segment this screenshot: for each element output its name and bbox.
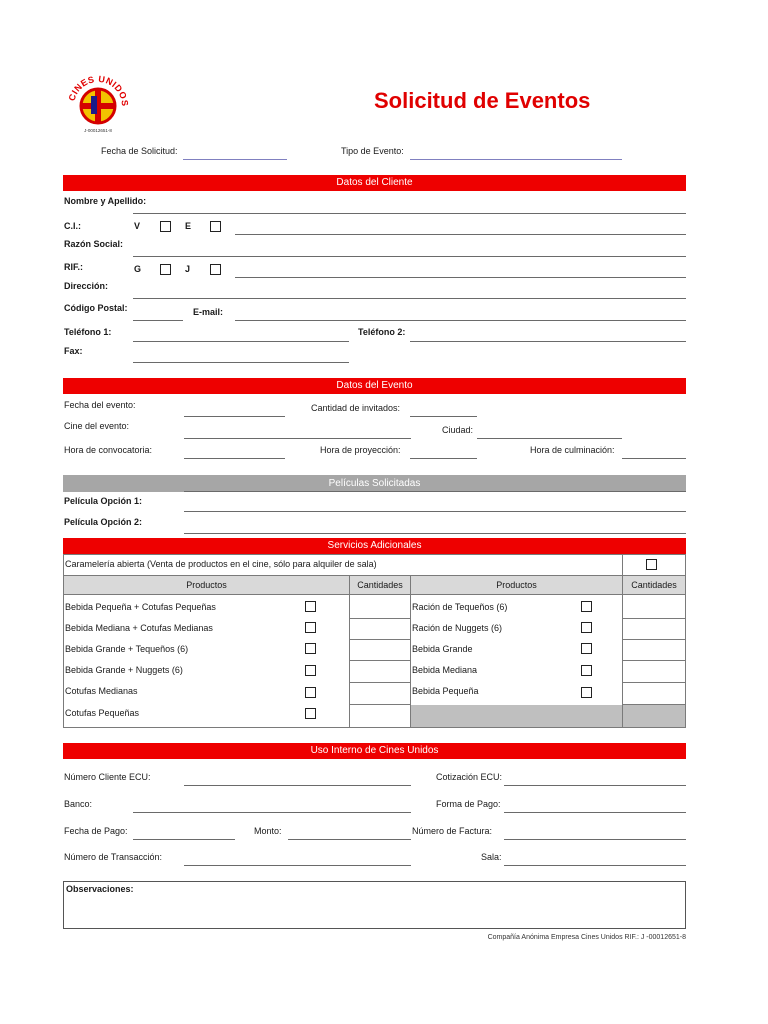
numero-transaccion-field[interactable] [184, 865, 411, 866]
razon-label: Razón Social: [64, 239, 124, 249]
hora-convocatoria-label: Hora de convocatoria: [64, 445, 153, 455]
row-rule [622, 639, 686, 640]
row-rule [349, 704, 410, 705]
col-cantidades-left: Cantidades [350, 576, 410, 594]
col-productos-left: Productos [64, 576, 349, 594]
nombre-field[interactable] [133, 213, 686, 214]
product-right-2: Ración de Nuggets (6) [412, 623, 503, 633]
forma-pago-field[interactable] [504, 812, 686, 813]
section-uso-interno: Uso Interno de Cines Unidos [63, 743, 686, 759]
banco-label: Banco: [64, 799, 93, 809]
rif-field[interactable] [235, 277, 686, 278]
pelicula2-label: Película Opción 2: [64, 517, 143, 527]
forma-pago-label: Forma de Pago: [436, 799, 501, 809]
codigo-postal-field[interactable] [133, 320, 183, 321]
section-peliculas: Películas Solicitadas [63, 475, 686, 492]
tipo-evento-field[interactable] [410, 159, 622, 160]
rif-j-label: J [185, 264, 191, 274]
row-rule [622, 682, 686, 683]
product-left-3-checkbox[interactable] [305, 643, 316, 654]
row-rule [349, 682, 410, 683]
page-title: Solicitud de Eventos [374, 88, 591, 113]
telefono1-field[interactable] [133, 341, 349, 342]
product-left-2-checkbox[interactable] [305, 622, 316, 633]
pelicula1-label: Película Opción 1: [64, 496, 143, 506]
numero-factura-label: Número de Factura: [412, 826, 493, 836]
numero-cliente-label: Número Cliente ECU: [64, 772, 151, 782]
product-left-4-checkbox[interactable] [305, 665, 316, 676]
invitados-label: Cantidad de invitados: [311, 403, 401, 413]
nombre-label: Nombre y Apellido: [64, 196, 147, 206]
ci-e-checkbox[interactable] [210, 221, 221, 232]
numero-transaccion-label: Número de Transacción: [64, 852, 163, 862]
codigo-postal-label: Código Postal: [64, 303, 128, 313]
email-label: E-mail: [193, 307, 224, 317]
section-servicios: Servicios Adicionales [63, 538, 686, 554]
observaciones-box[interactable] [63, 881, 686, 929]
fax-label: Fax: [64, 346, 83, 356]
fecha-solicitud-field[interactable] [183, 159, 287, 160]
cines-unidos-logo [62, 68, 134, 140]
cine-evento-label: Cine del evento: [64, 421, 130, 431]
cine-evento-field[interactable] [184, 438, 411, 439]
monto-label: Monto: [254, 826, 282, 836]
logo-rif: J-00012651-8 [84, 128, 112, 133]
product-right-4-checkbox[interactable] [581, 665, 592, 676]
product-left-5: Cotufas Medianas [65, 686, 138, 696]
sala-field[interactable] [504, 865, 686, 866]
fecha-evento-field[interactable] [184, 416, 285, 417]
email-field[interactable] [235, 320, 686, 321]
telefono2-field[interactable] [410, 341, 686, 342]
empty-cell-fill [411, 705, 622, 727]
invitados-field[interactable] [410, 416, 477, 417]
observaciones-label: Observaciones: [66, 884, 134, 894]
tipo-evento-label: Tipo de Evento: [341, 146, 404, 156]
fecha-pago-field[interactable] [133, 839, 235, 840]
ci-field[interactable] [235, 234, 686, 235]
fax-field[interactable] [133, 362, 349, 363]
product-right-5-checkbox[interactable] [581, 687, 592, 698]
product-right-2-checkbox[interactable] [581, 622, 592, 633]
product-left-3: Bebida Grande + Tequeños (6) [65, 644, 189, 654]
ci-e-label: E [185, 221, 192, 231]
pelicula-top-rule [184, 491, 686, 492]
product-left-5-checkbox[interactable] [305, 687, 316, 698]
pelicula1-field[interactable] [184, 511, 686, 512]
fecha-evento-label: Fecha del evento: [64, 400, 136, 410]
telefono2-label: Teléfono 2: [358, 327, 406, 337]
ci-v-label: V [134, 221, 141, 231]
product-left-6-checkbox[interactable] [305, 708, 316, 719]
ci-label: C.I.: [64, 221, 81, 231]
ciudad-field[interactable] [477, 438, 622, 439]
hora-proyeccion-field[interactable] [410, 458, 477, 459]
telefono1-label: Teléfono 1: [64, 327, 112, 337]
hora-culminacion-label: Hora de culminación: [530, 445, 615, 455]
empty-cell-fill [623, 705, 685, 727]
rif-g-label: G [134, 264, 142, 274]
svg-text:CINES UNIDOS: CINES UNIDOS [66, 73, 131, 107]
razon-field[interactable] [133, 256, 686, 257]
section-datos-cliente: Datos del Cliente [63, 175, 686, 191]
product-right-3-checkbox[interactable] [581, 643, 592, 654]
product-left-1: Bebida Pequeña + Cotufas Pequeñas [65, 602, 216, 612]
hora-culminacion-field[interactable] [622, 458, 686, 459]
product-right-3: Bebida Grande [412, 644, 473, 654]
row-rule [349, 660, 410, 661]
direccion-label: Dirección: [64, 281, 109, 291]
ciudad-label: Ciudad: [442, 425, 474, 435]
caramel-checkbox[interactable] [646, 559, 657, 570]
hora-convocatoria-field[interactable] [184, 458, 285, 459]
rif-label: RIF.: [64, 262, 83, 272]
rif-g-checkbox[interactable] [160, 264, 171, 275]
monto-field[interactable] [288, 839, 411, 840]
table-hline-header-bottom [63, 594, 686, 595]
row-rule [349, 618, 410, 619]
product-right-4: Bebida Mediana [412, 665, 478, 675]
col-productos-right: Productos [411, 576, 622, 594]
product-left-2: Bebida Mediana + Cotufas Medianas [65, 623, 213, 633]
section-datos-evento: Datos del Evento [63, 378, 686, 394]
cotizacion-label: Cotización ECU: [436, 772, 503, 782]
row-rule [622, 618, 686, 619]
product-right-5: Bebida Pequeña [412, 686, 479, 696]
numero-cliente-field[interactable] [184, 785, 411, 786]
cotizacion-field[interactable] [504, 785, 686, 786]
rif-j-checkbox[interactable] [210, 264, 221, 275]
table-vline-1 [349, 575, 350, 728]
fecha-solicitud-label: Fecha de Solicitud: [101, 146, 178, 156]
fecha-pago-label: Fecha de Pago: [64, 826, 128, 836]
hora-proyeccion-label: Hora de proyección: [320, 445, 401, 455]
product-left-4: Bebida Grande + Nuggets (6) [65, 665, 183, 675]
caramel-label: Caramelería abierta (Venta de productos en el cine, sólo para alquiler de sala) [65, 559, 377, 569]
sala-label: Sala: [481, 852, 502, 862]
row-rule [349, 639, 410, 640]
footer-text: Compañía Anónima Empresa Cines Unidos RIF.: J -00012651-8 [487, 934, 686, 941]
product-right-1-checkbox[interactable] [581, 601, 592, 612]
numero-factura-field[interactable] [504, 839, 686, 840]
direccion-field[interactable] [133, 298, 686, 299]
col-cantidades-right: Cantidades [623, 576, 685, 594]
product-right-1: Ración de Tequeños (6) [412, 602, 508, 612]
row-rule [622, 660, 686, 661]
product-left-6: Cotufas Pequeñas [65, 708, 140, 718]
product-left-1-checkbox[interactable] [305, 601, 316, 612]
banco-field[interactable] [133, 812, 411, 813]
ci-v-checkbox[interactable] [160, 221, 171, 232]
pelicula2-field[interactable] [184, 533, 686, 534]
